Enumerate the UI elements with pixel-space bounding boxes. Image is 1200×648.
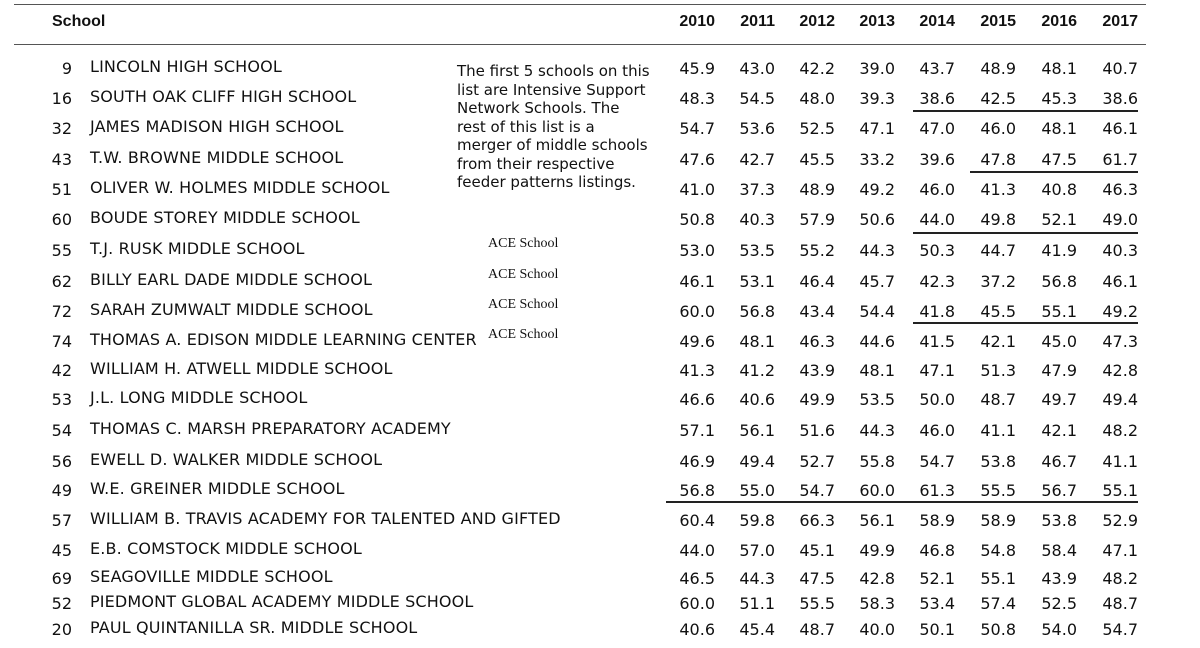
school-name-cell: THOMAS C. MARSH PREPARATORY ACADEMY: [90, 419, 451, 438]
rank-cell: 42: [51, 361, 72, 380]
value-cell-2016: 42.1: [1041, 421, 1077, 440]
value-cell-2015: 41.3: [980, 180, 1016, 199]
value-cell-2010: 46.6: [679, 390, 715, 409]
table-row: [0, 421, 1200, 449]
value-cell-2014: 43.7: [919, 59, 955, 78]
value-cell-2013: 39.0: [859, 59, 895, 78]
year-header-2013: 2013: [859, 13, 895, 30]
value-cell-2013: 44.3: [859, 421, 895, 440]
value-cell-2016: 56.8: [1041, 272, 1077, 291]
value-cell-2016: 45.0: [1041, 332, 1077, 351]
value-cell-2014: 39.6: [919, 150, 955, 169]
value-cell-2014: 47.0: [919, 119, 955, 138]
value-cell-2010: 46.1: [679, 272, 715, 291]
value-cell-2010: 54.7: [679, 119, 715, 138]
rank-cell: 62: [51, 272, 72, 291]
value-cell-2015: 47.8: [980, 150, 1016, 169]
value-cell-2015: 49.8: [980, 210, 1016, 229]
school-name-cell: OLIVER W. HOLMES MIDDLE SCHOOL: [90, 178, 390, 197]
value-cell-2016: 40.8: [1041, 180, 1077, 199]
value-cell-2013: 53.5: [859, 390, 895, 409]
value-cell-2011: 45.4: [739, 620, 775, 639]
value-cell-2013: 44.3: [859, 241, 895, 260]
value-cell-2017: 48.2: [1102, 569, 1138, 588]
value-cell-2011: 55.0: [739, 481, 775, 500]
value-cell-2012: 66.3: [799, 511, 835, 530]
rank-cell: 52: [51, 594, 72, 613]
value-cell-2017: 55.1: [1102, 481, 1138, 500]
value-cell-2011: 43.0: [739, 59, 775, 78]
value-cell-2010: 60.0: [679, 594, 715, 613]
value-cell-2015: 55.1: [980, 569, 1016, 588]
value-cell-2017: 46.1: [1102, 272, 1138, 291]
value-cell-2015: 48.7: [980, 390, 1016, 409]
value-cell-2011: 57.0: [739, 541, 775, 560]
rank-cell: 57: [51, 511, 72, 530]
school-name-cell: EWELL D. WALKER MIDDLE SCHOOL: [90, 450, 383, 469]
value-cell-2015: 44.7: [980, 241, 1016, 260]
value-cell-2011: 51.1: [739, 594, 775, 613]
year-header-2016: 2016: [1041, 13, 1077, 30]
value-cell-2010: 50.8: [679, 210, 715, 229]
value-cell-2015: 58.9: [980, 511, 1016, 530]
value-cell-2013: 42.8: [859, 569, 895, 588]
table-row: [0, 180, 1200, 208]
table-row: [0, 541, 1200, 569]
value-cell-2011: 44.3: [739, 569, 775, 588]
value-cell-2012: 43.4: [799, 302, 835, 321]
rank-cell: 51: [51, 180, 72, 199]
value-cell-2015: 42.5: [980, 89, 1016, 108]
value-cell-2016: 49.7: [1041, 390, 1077, 409]
value-cell-2015: 37.2: [980, 272, 1016, 291]
school-name-cell: SEAGOVILLE MIDDLE SCHOOL: [90, 567, 333, 586]
value-cell-2010: 41.0: [679, 180, 715, 199]
school-name-cell: PIEDMONT GLOBAL ACADEMY MIDDLE SCHOOL: [90, 592, 474, 611]
value-cell-2012: 46.4: [799, 272, 835, 291]
value-cell-2017: 49.2: [1102, 302, 1138, 321]
school-name-cell: BILLY EARL DADE MIDDLE SCHOOL: [90, 270, 373, 289]
value-cell-2010: 60.0: [679, 302, 715, 321]
rank-cell: 74: [51, 332, 72, 351]
year-header-2014: 2014: [919, 13, 955, 30]
underline-rule: [913, 232, 1138, 234]
value-cell-2017: 49.0: [1102, 210, 1138, 229]
value-cell-2015: 54.8: [980, 541, 1016, 560]
value-cell-2016: 43.9: [1041, 569, 1077, 588]
school-name-cell: LINCOLN HIGH SCHOOL: [90, 57, 282, 76]
school-name-cell: PAUL QUINTANILLA SR. MIDDLE SCHOOL: [90, 618, 418, 637]
value-cell-2017: 48.2: [1102, 421, 1138, 440]
ace-school-tag: ACE School: [488, 297, 559, 312]
top-border: [14, 4, 1146, 5]
value-cell-2017: 48.7: [1102, 594, 1138, 613]
value-cell-2016: 52.1: [1041, 210, 1077, 229]
value-cell-2017: 46.3: [1102, 180, 1138, 199]
value-cell-2013: 40.0: [859, 620, 895, 639]
value-cell-2012: 51.6: [799, 421, 835, 440]
value-cell-2014: 50.3: [919, 241, 955, 260]
value-cell-2015: 41.1: [980, 421, 1016, 440]
value-cell-2017: 47.1: [1102, 541, 1138, 560]
value-cell-2016: 45.3: [1041, 89, 1077, 108]
table-row: [0, 361, 1200, 389]
value-cell-2013: 50.6: [859, 210, 895, 229]
value-cell-2017: 49.4: [1102, 390, 1138, 409]
value-cell-2014: 46.8: [919, 541, 955, 560]
school-name-cell: T.J. RUSK MIDDLE SCHOOL: [90, 239, 305, 258]
value-cell-2016: 41.9: [1041, 241, 1077, 260]
value-cell-2014: 38.6: [919, 89, 955, 108]
rank-cell: 72: [51, 302, 72, 321]
value-cell-2011: 53.1: [739, 272, 775, 291]
value-cell-2014: 61.3: [919, 481, 955, 500]
value-cell-2012: 45.5: [799, 150, 835, 169]
value-cell-2012: 43.9: [799, 361, 835, 380]
value-cell-2011: 49.4: [739, 452, 775, 471]
value-cell-2014: 50.1: [919, 620, 955, 639]
table-row: [0, 236, 1200, 269]
value-cell-2014: 47.1: [919, 361, 955, 380]
rank-cell: 53: [51, 390, 72, 409]
value-cell-2012: 54.7: [799, 481, 835, 500]
value-cell-2011: 40.6: [739, 390, 775, 409]
value-cell-2014: 52.1: [919, 569, 955, 588]
value-cell-2011: 53.5: [739, 241, 775, 260]
value-cell-2013: 44.6: [859, 332, 895, 351]
underline-rule: [666, 501, 1138, 503]
value-cell-2010: 49.6: [679, 332, 715, 351]
table-row: [0, 297, 1200, 330]
rank-cell: 32: [51, 119, 72, 138]
rank-cell: 55: [51, 241, 72, 260]
value-cell-2017: 46.1: [1102, 119, 1138, 138]
value-cell-2013: 33.2: [859, 150, 895, 169]
value-cell-2012: 57.9: [799, 210, 835, 229]
value-cell-2012: 52.7: [799, 452, 835, 471]
value-cell-2010: 53.0: [679, 241, 715, 260]
value-cell-2013: 47.1: [859, 119, 895, 138]
school-name-cell: THOMAS A. EDISON MIDDLE LEARNING CENTER: [90, 330, 477, 349]
table-row: [0, 511, 1200, 539]
value-cell-2011: 40.3: [739, 210, 775, 229]
school-column-header: School: [52, 13, 106, 30]
value-cell-2014: 42.3: [919, 272, 955, 291]
rank-cell: 69: [51, 569, 72, 588]
value-cell-2015: 57.4: [980, 594, 1016, 613]
value-cell-2015: 42.1: [980, 332, 1016, 351]
value-cell-2010: 45.9: [679, 59, 715, 78]
rank-cell: 54: [51, 421, 72, 440]
school-name-cell: BOUDE STOREY MIDDLE SCHOOL: [90, 208, 360, 227]
value-cell-2017: 40.7: [1102, 59, 1138, 78]
school-name-cell: SOUTH OAK CLIFF HIGH SCHOOL: [90, 87, 357, 106]
value-cell-2014: 46.0: [919, 421, 955, 440]
value-cell-2017: 54.7: [1102, 620, 1138, 639]
value-cell-2014: 46.0: [919, 180, 955, 199]
school-name-cell: J.L. LONG MIDDLE SCHOOL: [90, 388, 308, 407]
value-cell-2012: 48.7: [799, 620, 835, 639]
value-cell-2011: 41.2: [739, 361, 775, 380]
table-row: [0, 210, 1200, 238]
year-header-2012: 2012: [799, 13, 835, 30]
value-cell-2013: 54.4: [859, 302, 895, 321]
value-cell-2013: 48.1: [859, 361, 895, 380]
value-cell-2012: 48.0: [799, 89, 835, 108]
value-cell-2012: 45.1: [799, 541, 835, 560]
school-name-cell: JAMES MADISON HIGH SCHOOL: [90, 117, 344, 136]
value-cell-2011: 54.5: [739, 89, 775, 108]
table-row: [0, 327, 1200, 360]
value-cell-2016: 46.7: [1041, 452, 1077, 471]
rank-cell: 20: [51, 620, 72, 639]
value-cell-2017: 41.1: [1102, 452, 1138, 471]
value-cell-2014: 54.7: [919, 452, 955, 471]
value-cell-2011: 48.1: [739, 332, 775, 351]
table-row: [0, 89, 1200, 117]
value-cell-2015: 55.5: [980, 481, 1016, 500]
value-cell-2017: 52.9: [1102, 511, 1138, 530]
value-cell-2010: 44.0: [679, 541, 715, 560]
table-row: [0, 390, 1200, 418]
underline-rule: [913, 322, 1138, 324]
header-underline: [14, 44, 1146, 45]
school-name-cell: WILLIAM H. ATWELL MIDDLE SCHOOL: [90, 359, 393, 378]
value-cell-2015: 48.9: [980, 59, 1016, 78]
value-cell-2010: 48.3: [679, 89, 715, 108]
rank-cell: 16: [51, 89, 72, 108]
rank-cell: 45: [51, 541, 72, 560]
value-cell-2015: 53.8: [980, 452, 1016, 471]
value-cell-2013: 39.3: [859, 89, 895, 108]
ace-school-tag: ACE School: [488, 267, 559, 282]
value-cell-2016: 55.1: [1041, 302, 1077, 321]
table-row: [0, 452, 1200, 480]
rank-cell: 56: [51, 452, 72, 471]
value-cell-2016: 53.8: [1041, 511, 1077, 530]
ace-school-tag: ACE School: [488, 236, 559, 251]
value-cell-2012: 47.5: [799, 569, 835, 588]
value-cell-2011: 56.1: [739, 421, 775, 440]
value-cell-2017: 61.7: [1102, 150, 1138, 169]
value-cell-2016: 47.5: [1041, 150, 1077, 169]
value-cell-2012: 46.3: [799, 332, 835, 351]
value-cell-2012: 55.2: [799, 241, 835, 260]
table-row: [0, 59, 1200, 87]
ace-school-tag: ACE School: [488, 327, 559, 342]
value-cell-2015: 50.8: [980, 620, 1016, 639]
value-cell-2010: 56.8: [679, 481, 715, 500]
school-name-cell: E.B. COMSTOCK MIDDLE SCHOOL: [90, 539, 362, 558]
table-row: [0, 150, 1200, 178]
value-cell-2017: 38.6: [1102, 89, 1138, 108]
value-cell-2011: 42.7: [739, 150, 775, 169]
underline-rule: [913, 110, 1138, 112]
value-cell-2010: 40.6: [679, 620, 715, 639]
value-cell-2013: 45.7: [859, 272, 895, 291]
value-cell-2011: 37.3: [739, 180, 775, 199]
value-cell-2013: 60.0: [859, 481, 895, 500]
value-cell-2012: 42.2: [799, 59, 835, 78]
table-row: [0, 620, 1200, 648]
year-header-2015: 2015: [980, 13, 1016, 30]
rank-cell: 43: [51, 150, 72, 169]
school-name-cell: WILLIAM B. TRAVIS ACADEMY FOR TALENTED AND GIFTED: [90, 509, 561, 528]
value-cell-2016: 48.1: [1041, 119, 1077, 138]
value-cell-2013: 49.2: [859, 180, 895, 199]
value-cell-2013: 58.3: [859, 594, 895, 613]
value-cell-2017: 40.3: [1102, 241, 1138, 260]
value-cell-2014: 41.5: [919, 332, 955, 351]
value-cell-2011: 56.8: [739, 302, 775, 321]
rank-cell: 60: [51, 210, 72, 229]
value-cell-2012: 52.5: [799, 119, 835, 138]
year-header-2011: 2011: [740, 13, 775, 30]
table-row: [0, 481, 1200, 509]
value-cell-2014: 50.0: [919, 390, 955, 409]
school-name-cell: W.E. GREINER MIDDLE SCHOOL: [90, 479, 345, 498]
table-row: [0, 267, 1200, 300]
value-cell-2014: 41.8: [919, 302, 955, 321]
table-row: [0, 119, 1200, 147]
value-cell-2016: 54.0: [1041, 620, 1077, 639]
value-cell-2016: 47.9: [1041, 361, 1077, 380]
value-cell-2011: 53.6: [739, 119, 775, 138]
value-cell-2010: 46.5: [679, 569, 715, 588]
year-header-2017: 2017: [1102, 13, 1138, 30]
value-cell-2016: 52.5: [1041, 594, 1077, 613]
school-name-cell: SARAH ZUMWALT MIDDLE SCHOOL: [90, 300, 373, 319]
value-cell-2016: 56.7: [1041, 481, 1077, 500]
value-cell-2012: 49.9: [799, 390, 835, 409]
value-cell-2012: 48.9: [799, 180, 835, 199]
rank-cell: 9: [61, 59, 72, 78]
value-cell-2012: 55.5: [799, 594, 835, 613]
value-cell-2010: 47.6: [679, 150, 715, 169]
value-cell-2014: 58.9: [919, 511, 955, 530]
value-cell-2017: 47.3: [1102, 332, 1138, 351]
value-cell-2016: 48.1: [1041, 59, 1077, 78]
value-cell-2010: 60.4: [679, 511, 715, 530]
value-cell-2014: 53.4: [919, 594, 955, 613]
value-cell-2017: 42.8: [1102, 361, 1138, 380]
value-cell-2013: 55.8: [859, 452, 895, 471]
value-cell-2013: 56.1: [859, 511, 895, 530]
isn-note: The first 5 schools on this list are Intensive Support Network Schools. The rest of this list is a merger of middle schools from their respective feeder patterns listings.: [457, 62, 650, 191]
value-cell-2016: 58.4: [1041, 541, 1077, 560]
value-cell-2010: 57.1: [679, 421, 715, 440]
underline-rule: [970, 171, 1138, 173]
value-cell-2010: 41.3: [679, 361, 715, 380]
value-cell-2013: 49.9: [859, 541, 895, 560]
value-cell-2010: 46.9: [679, 452, 715, 471]
value-cell-2011: 59.8: [739, 511, 775, 530]
value-cell-2014: 44.0: [919, 210, 955, 229]
rank-cell: 49: [51, 481, 72, 500]
value-cell-2015: 46.0: [980, 119, 1016, 138]
value-cell-2015: 51.3: [980, 361, 1016, 380]
school-name-cell: T.W. BROWNE MIDDLE SCHOOL: [90, 148, 344, 167]
year-header-2010: 2010: [679, 13, 715, 30]
value-cell-2015: 45.5: [980, 302, 1016, 321]
